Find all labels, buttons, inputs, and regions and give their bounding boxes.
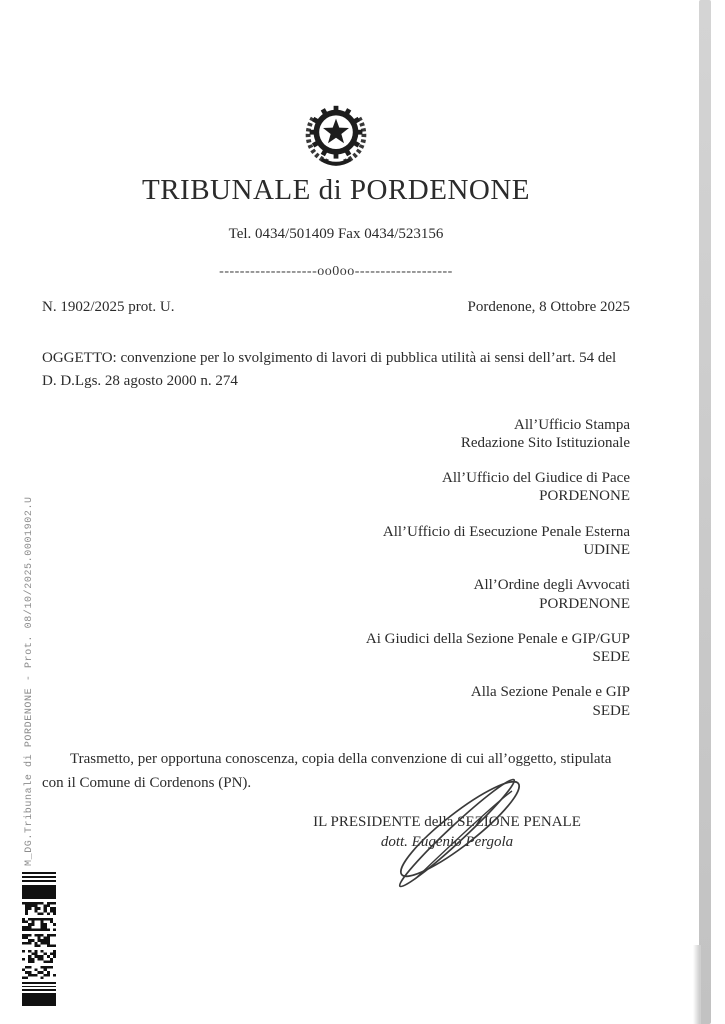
signature-name: dott. Eugenio Pergola — [380, 833, 514, 850]
protocol-stamp-vertical: M_DG.Tribunale di PORDENONE - Prot. 08/10/2025.0001902.U — [24, 496, 35, 866]
letter-content — [42, 0, 630, 852]
section-divider: -------------------oo0oo------------------- — [219, 264, 453, 279]
body-paragraph: Trasmetto, per opportuna conoscenza, copia della convenzione di cui all’oggetto, stipulata con il Comune di Cordenons (PN). — [42, 751, 612, 792]
recipients-list — [42, 416, 630, 721]
recipient-item — [42, 469, 630, 506]
recipient-location: SEDE — [592, 649, 630, 666]
page-title: TRIBUNALE di PORDENONE — [142, 174, 530, 206]
protocol-barcode-icon — [22, 872, 56, 1006]
recipient-location: SEDE — [592, 702, 630, 719]
protocol-number: N. 1902/2025 prot. U. — [42, 299, 175, 315]
recipient-location: PORDENONE — [539, 488, 630, 505]
scan-edge-shadow — [699, 0, 711, 1024]
recipient-office: Ai Giudici della Sezione Penale e GIP/GUP — [365, 630, 630, 647]
signature-role: IL PRESIDENTE della SEZIONE PENALE — [313, 814, 581, 831]
recipient-item — [42, 630, 630, 667]
meta-row — [42, 299, 630, 316]
recipient-office: All’Ufficio di Esecuzione Penale Esterna — [382, 523, 630, 540]
recipient-location: PORDENONE — [539, 595, 630, 612]
recipient-item — [42, 683, 630, 720]
place-date: Pordenone, 8 Ottobre 2025 — [467, 299, 630, 315]
contact-line: Tel. 0434/501409 Fax 0434/523156 — [228, 226, 444, 242]
subject-line: OGGETTO: convenzione per lo svolgimento di lavori di pubblica utilità ai sensi dell’art. 54 del D. D.Lgs. 28 agosto 2000 n. 274 — [42, 350, 617, 390]
recipient-office: All’Ufficio Stampa — [514, 416, 630, 433]
recipient-item — [42, 576, 630, 613]
recipient-location: UDINE — [583, 541, 630, 558]
recipient-item — [42, 523, 630, 560]
recipient-office: All’Ufficio del Giudice di Pace — [442, 470, 630, 487]
recipient-location: Redazione Sito Istituzionale — [460, 434, 630, 451]
recipient-item — [42, 416, 630, 453]
signature-block — [282, 813, 612, 852]
scan-edge-smudge — [693, 945, 701, 1024]
recipient-office: Alla Sezione Penale e GIP — [470, 684, 630, 701]
recipient-office: All’Ordine degli Avvocati — [473, 577, 630, 594]
italian-republic-emblem-icon — [296, 96, 376, 170]
